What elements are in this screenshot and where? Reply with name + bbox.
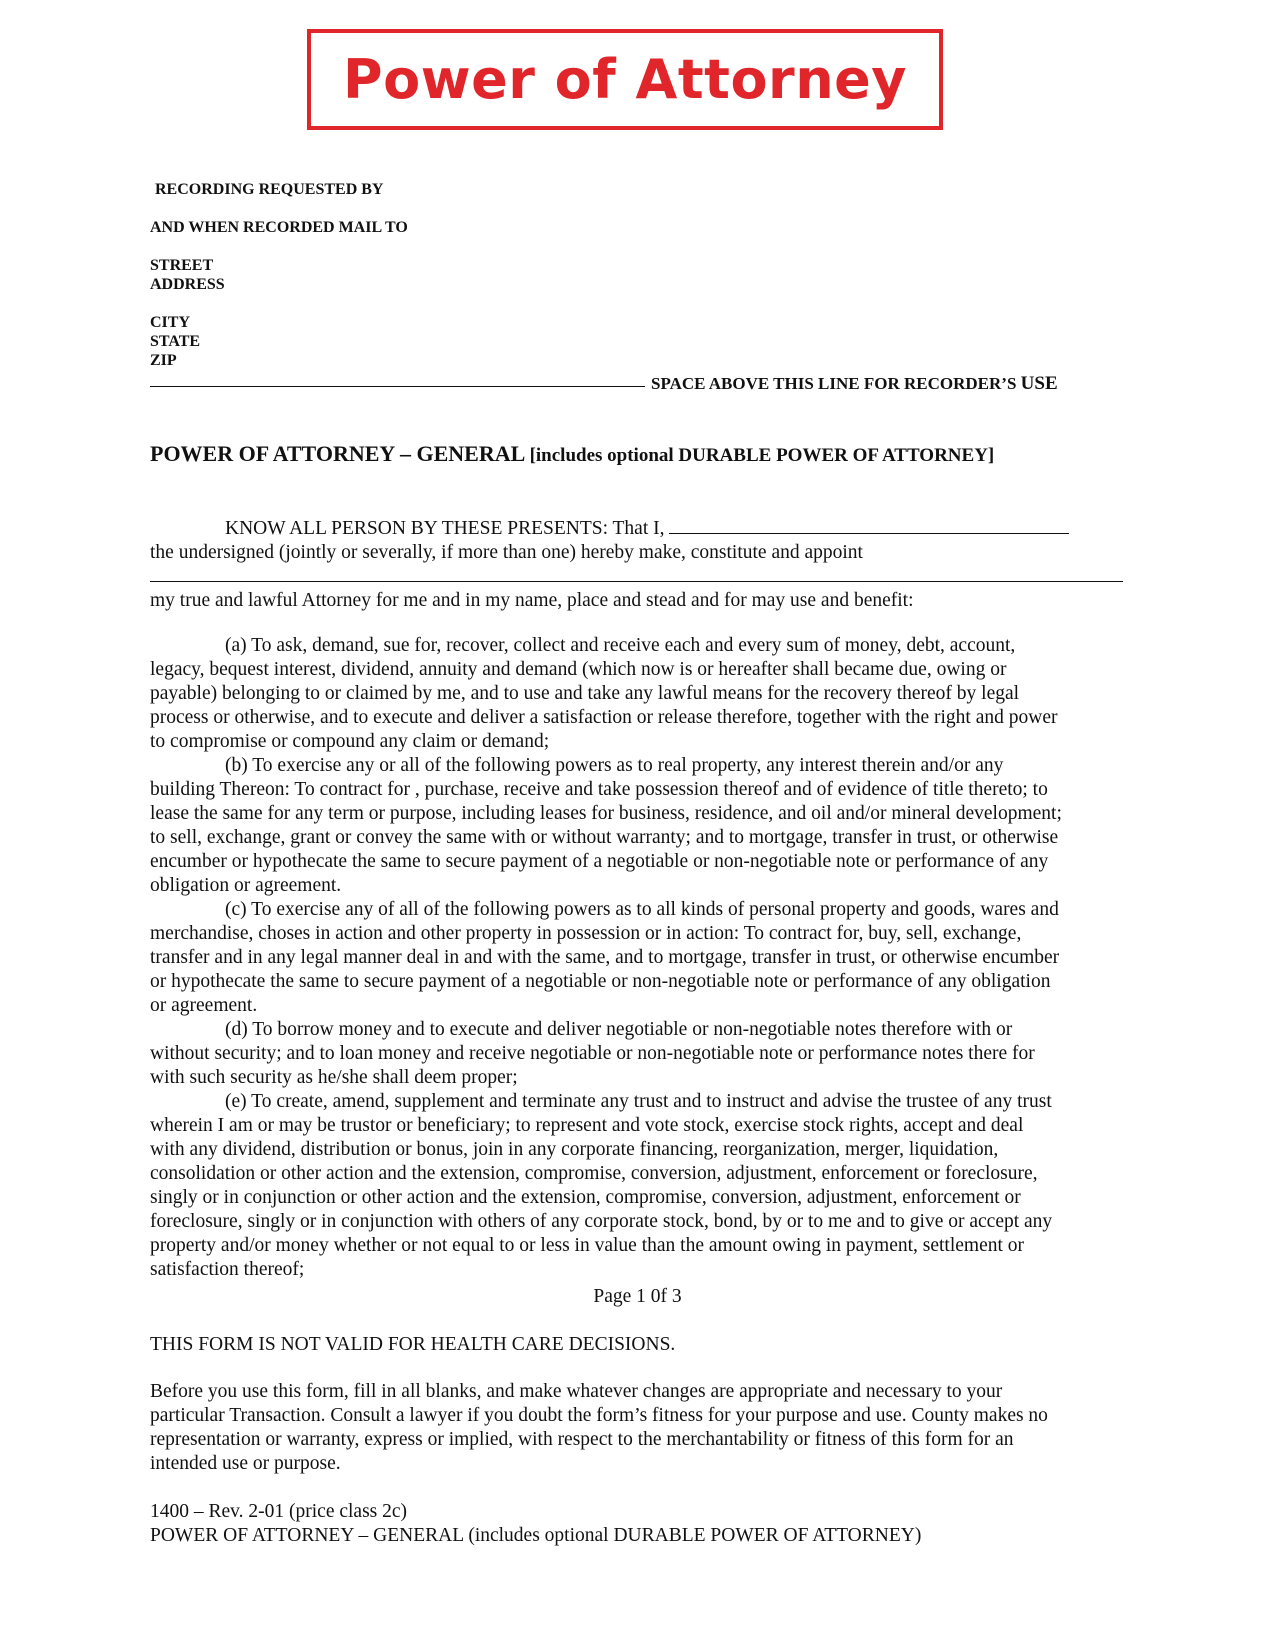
power-line: or hypothecate the same to secure payment of a negotiable or non-negotiable note or performance of any obligation <box>150 971 1051 992</box>
intro-line-3: my true and lawful Attorney for me and in my name, place and stead and for may use and benefit: <box>150 590 914 611</box>
recorder-use-suffix: USE <box>1020 373 1058 394</box>
intro-text-1: KNOW ALL PERSON BY THESE PRESENTS: That I, <box>225 518 665 539</box>
power-line: (d) To borrow money and to execute and deliver negotiable or non-negotiable notes therefore with or <box>225 1019 1013 1040</box>
power-line: lease the same for any term or purpose, including leases for business, residence, and oil and/or mineral development; <box>150 803 1062 824</box>
recording-mail-to: AND WHEN RECORDED MAIL TO <box>150 219 408 236</box>
page-number: Page 1 0f 3 <box>593 1286 682 1307</box>
power-line: (b) To exercise any or all of the following powers as to real property, any interest therein and/or any <box>225 755 1004 776</box>
advice-section <box>150 1380 1048 1476</box>
recording-requested-by: RECORDING REQUESTED BY <box>155 181 384 198</box>
document-title-sub: [includes optional DURABLE POWER OF ATTORNEY] <box>529 445 995 466</box>
power-line: to compromise or compound any claim or demand; <box>150 731 550 752</box>
form-title: POWER OF ATTORNEY – GENERAL (includes optional DURABLE POWER OF ATTORNEY) <box>150 1525 922 1546</box>
power-line: consolidation or other action and the extension, compromise, conversion, adjustment, enforcement or foreclosure, <box>150 1163 1038 1184</box>
power-line: with such security as he/she shall deem proper; <box>150 1067 518 1088</box>
recording-street-label: STREET <box>150 257 214 274</box>
power-line: property and/or money whether or not equal to or less in value than the amount owing in payment, settlement or <box>150 1235 1025 1256</box>
document-title <box>150 441 994 467</box>
attorney-name-blank <box>150 567 1123 582</box>
power-line: (e) To create, amend, supplement and terminate any trust and to instruct and advise the trustee of any trust <box>225 1091 1052 1112</box>
power-line: building Thereon: To contract for , purchase, receive and take possession thereof and of evidence of title thereto; to <box>150 779 1048 800</box>
grantor-name-blank <box>669 515 1069 534</box>
power-line: singly or in conjunction or other action and the extension, compromise, conversion, adjustment, enforcement or <box>150 1187 1021 1208</box>
intro-line-2: the undersigned (jointly or severally, if more than one) hereby make, constitute and appoint <box>150 542 863 563</box>
recorder-use-label <box>651 373 1058 395</box>
intro-line-blank <box>150 565 1125 589</box>
power-line: transfer and in any legal manner deal in and with the same, and to mortgage, transfer in trust, or otherwise encumber <box>150 947 1060 968</box>
advice-line: particular Transaction. Consult a lawyer if you doubt the form’s fitness for your purpose and use. County makes no <box>150 1405 1048 1426</box>
intro-line-1 <box>150 515 1125 541</box>
power-line: (c) To exercise any of all of the following powers as to all kinds of personal property and goods, wares and <box>225 899 1059 920</box>
recording-city-label: CITY <box>150 314 191 331</box>
power-line: obligation or agreement. <box>150 875 342 896</box>
advice-line: Before you use this form, fill in all blanks, and make whatever changes are appropriate and necessary to your <box>150 1381 1003 1402</box>
power-line: wherein I am or may be trustor or beneficiary; to represent and vote stock, exercise stock rights, accept and deal <box>150 1115 1024 1136</box>
banner-title: Power of Attorney <box>343 48 907 111</box>
form-number: 1400 – Rev. 2-01 (price class 2c) <box>150 1501 408 1522</box>
form-footer <box>150 1500 921 1548</box>
power-line: process or otherwise, and to execute and deliver a satisfaction or release therefore, together with the right and power <box>150 707 1058 728</box>
recording-address-label: ADDRESS <box>150 276 225 293</box>
power-line: without security; and to loan money and receive negotiable or non-negotiable note or performance notes there for <box>150 1043 1035 1064</box>
recorder-divider-line <box>150 386 645 387</box>
power-line: satisfaction thereof; <box>150 1259 305 1280</box>
intro-section <box>150 515 1125 613</box>
recording-zip-label: ZIP <box>150 352 177 369</box>
advice-line: representation or warranty, express or implied, with respect to the merchantability or fitness of this form for an <box>150 1429 1014 1450</box>
power-of-attorney-banner <box>307 29 943 130</box>
power-line: to sell, exchange, grant or convey the same with or without warranty; and to mortgage, transfer in trust, or otherwise <box>150 827 1059 848</box>
power-line: merchandise, choses in action and other property in possession or in action: To contract for, buy, sell, exchange, <box>150 923 1022 944</box>
power-line: foreclosure, singly or in conjunction with others of any corporate stock, bond, by or to me and to give or accept any <box>150 1211 1053 1232</box>
power-line: or agreement. <box>150 995 258 1016</box>
power-line: (a) To ask, demand, sue for, recover, collect and receive each and every sum of money, debt, account, <box>225 635 1016 656</box>
power-line: payable) belonging to or claimed by me, and to use and take any lawful means for the recovery thereof by legal <box>150 683 1020 704</box>
recording-state-label: STATE <box>150 333 201 350</box>
health-care-notice: THIS FORM IS NOT VALID FOR HEALTH CARE DECISIONS. <box>150 1334 676 1355</box>
advice-line: intended use or purpose. <box>150 1453 341 1474</box>
power-line: with any dividend, distribution or bonus, join in any corporate financing, reorganization, merger, liquidation, <box>150 1139 999 1160</box>
document-title-main: POWER OF ATTORNEY – GENERAL <box>150 441 525 466</box>
recorder-use-prefix: SPACE ABOVE THIS LINE FOR RECORDER’S <box>651 374 1017 393</box>
power-line: encumber or hypothecate the same to secure payment of a negotiable or non-negotiable note or performance of any <box>150 851 1049 872</box>
power-line: legacy, bequest interest, dividend, annuity and demand (which now is or hereafter shall became due, owing or <box>150 659 1007 680</box>
powers-section <box>150 634 1125 1282</box>
